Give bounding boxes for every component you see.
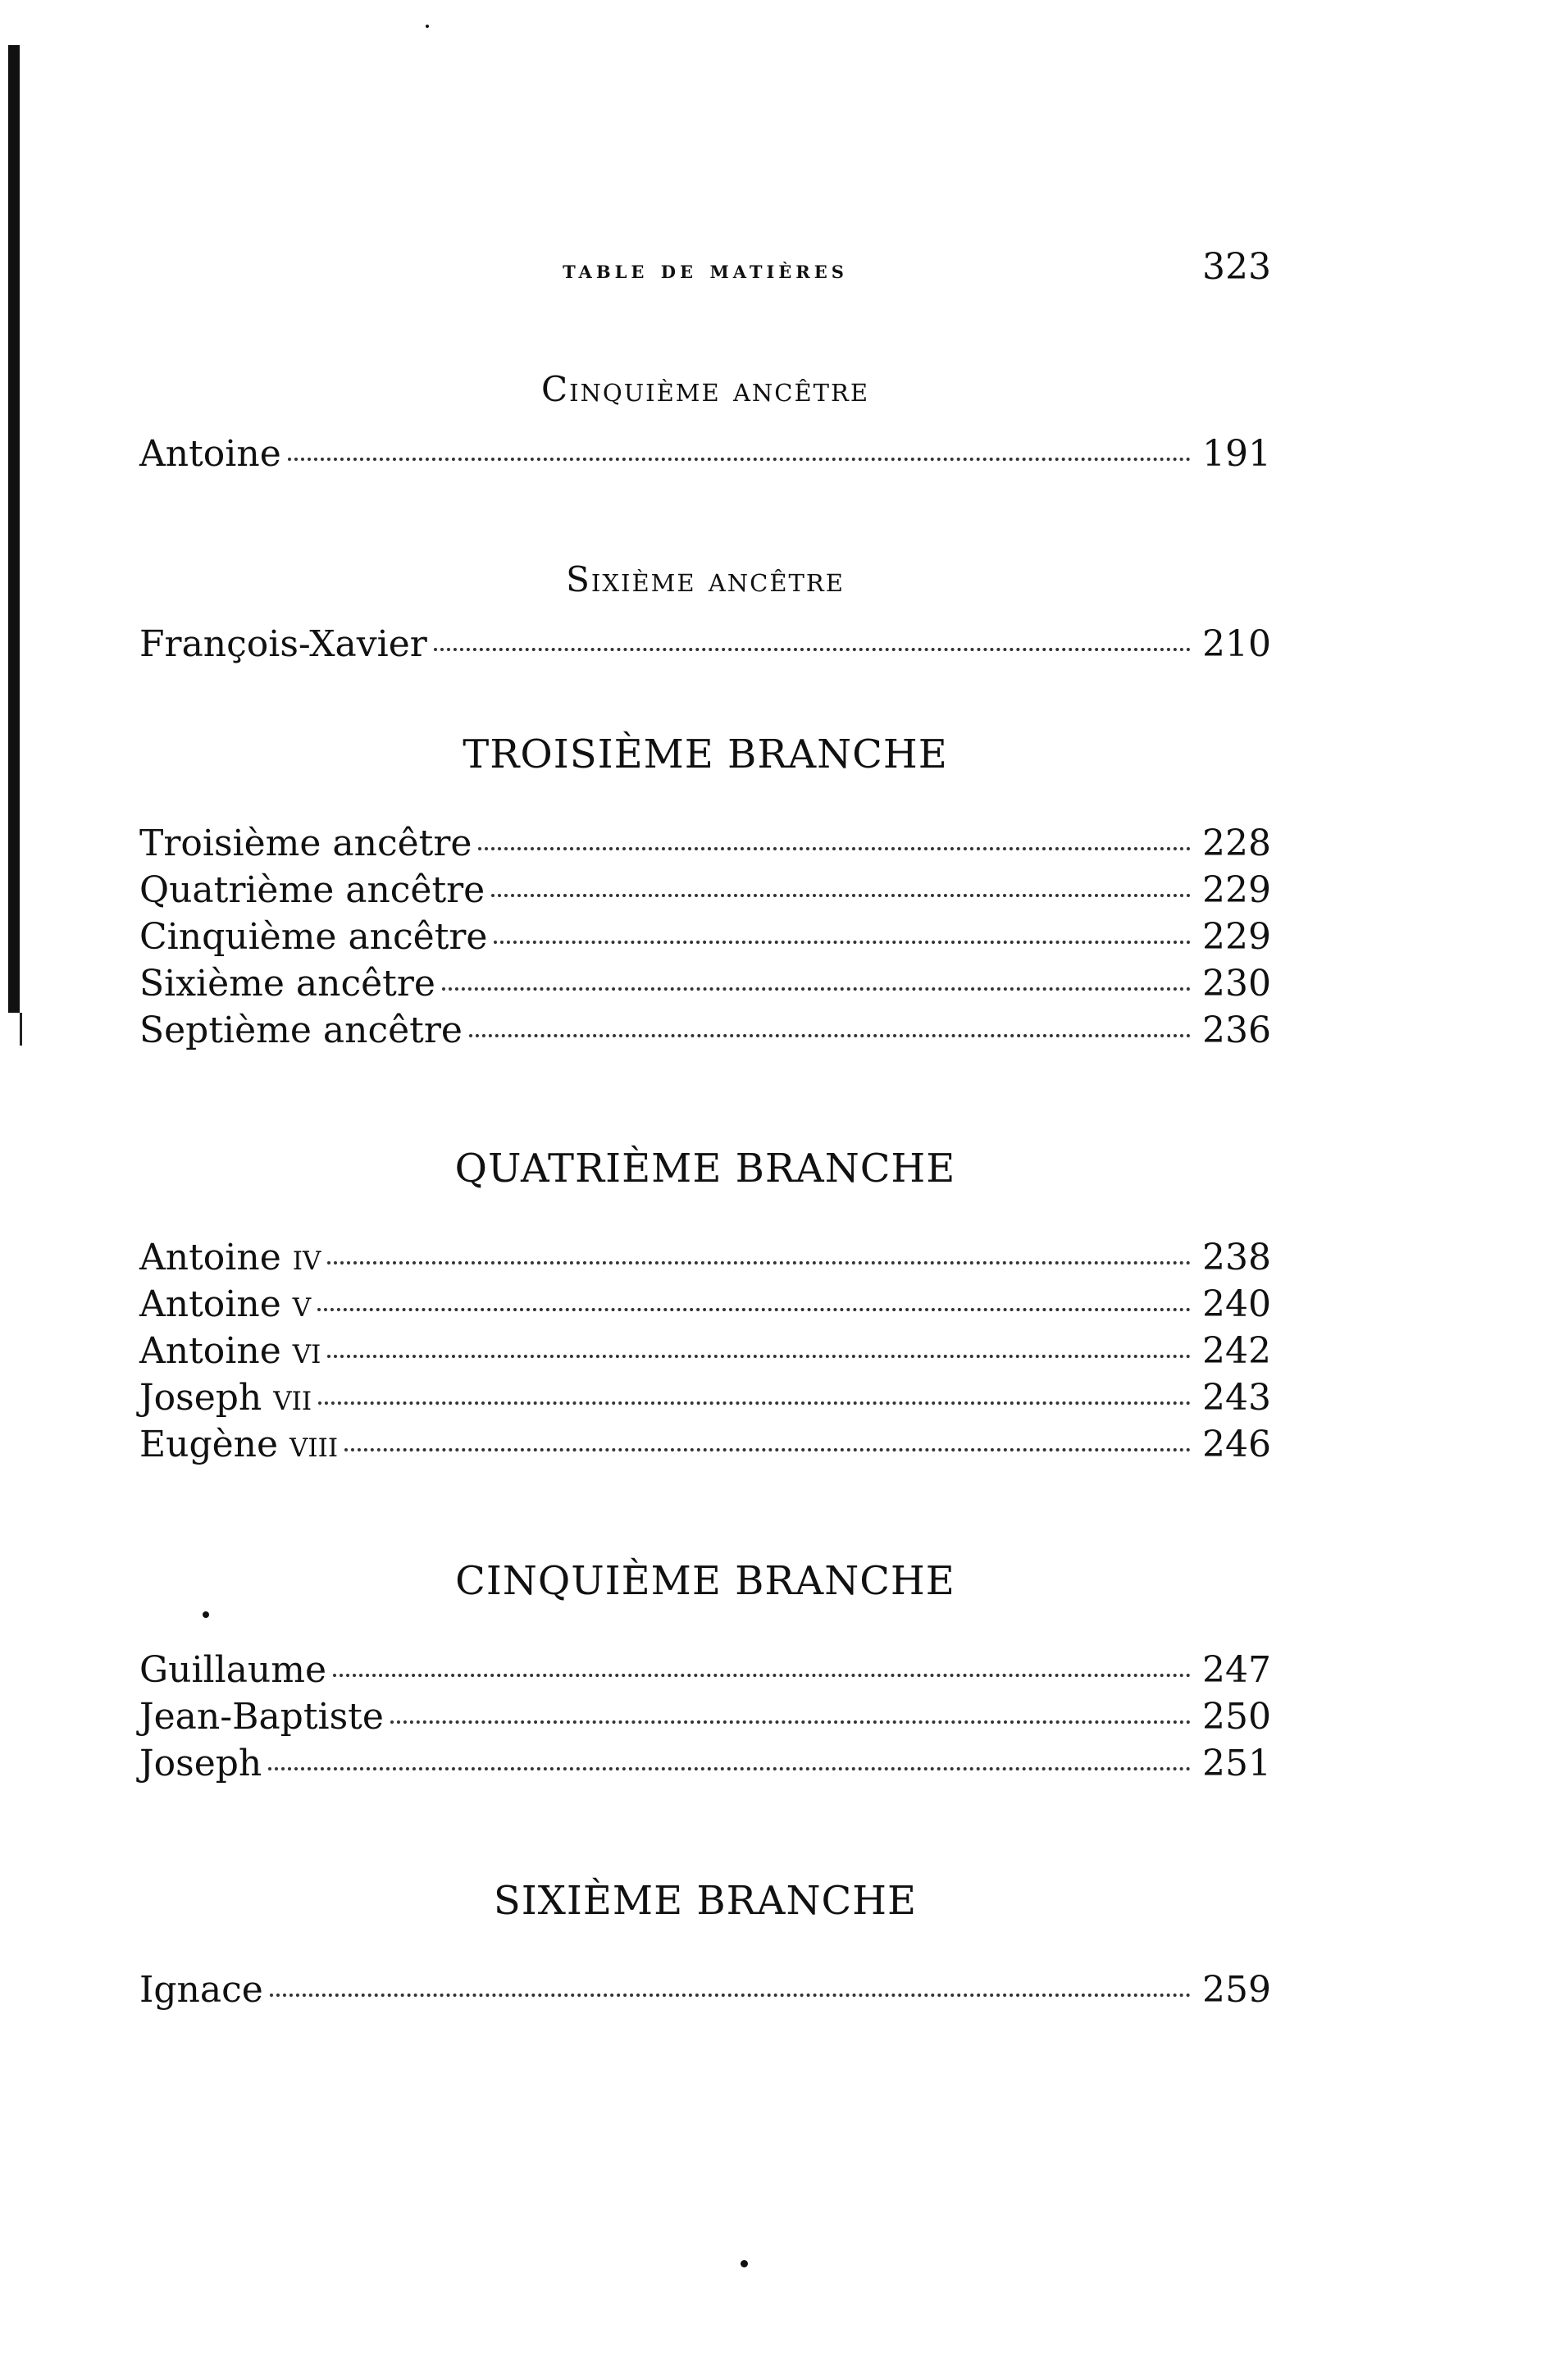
section-cinquieme-branche: [139, 1552, 1271, 1789]
dot-leader: [288, 458, 1191, 461]
toc-entry: [139, 1283, 1271, 1330]
dot-leader: [442, 987, 1191, 991]
entry-page: 238: [1202, 1237, 1271, 1278]
entry-page: 210: [1202, 623, 1271, 665]
scan-speck: [741, 2260, 748, 2267]
entry-name: Joseph vii: [139, 1377, 312, 1419]
entry-name: Troisième ancêtre: [139, 823, 472, 864]
running-head: [139, 246, 1271, 295]
entry-page: 243: [1202, 1377, 1271, 1419]
section-heading: Cinquième ancêtre: [540, 369, 870, 409]
entry-page: 242: [1202, 1330, 1271, 1372]
section-troisieme-branche: [139, 726, 1271, 1056]
entry-page: 229: [1202, 916, 1271, 958]
section-cinquieme-ancetre: [139, 361, 1271, 480]
dot-leader: [318, 1401, 1191, 1405]
entry-name: Guillaume: [139, 1649, 327, 1691]
dot-leader: [270, 1994, 1191, 1997]
section-heading: QUATRIÈME BRANCHE: [454, 1146, 956, 1192]
regnal-numeral: vii: [273, 1377, 312, 1419]
entry-page: 250: [1202, 1696, 1271, 1738]
entry-name: Antoine iv: [139, 1237, 321, 1278]
dot-leader: [478, 847, 1191, 850]
toc-entry: [139, 869, 1271, 916]
toc-entry: [139, 1009, 1271, 1056]
toc-entry: [139, 823, 1271, 869]
entry-name: Jean-Baptiste: [139, 1696, 384, 1738]
toc-entry: [139, 1377, 1271, 1424]
entry-name: Ignace: [139, 1969, 263, 2011]
toc-entry: [139, 963, 1271, 1009]
section-heading: SIXIÈME BRANCHE: [493, 1878, 918, 1924]
regnal-numeral: vi: [292, 1330, 321, 1372]
section-heading: Sixième ancêtre: [566, 559, 845, 599]
scan-speck: [426, 25, 429, 28]
entry-page: 240: [1202, 1283, 1271, 1325]
entry-page: 191: [1202, 433, 1271, 475]
dot-leader: [434, 648, 1191, 651]
dot-leader: [344, 1448, 1191, 1451]
binding-edge: [8, 45, 20, 1013]
entry-name: Antoine vi: [139, 1330, 321, 1372]
dot-leader: [491, 894, 1191, 897]
entry-name: Sixième ancêtre: [139, 963, 435, 1005]
toc-entry: [139, 1237, 1271, 1283]
toc-entry: [139, 1424, 1271, 1470]
regnal-numeral: v: [292, 1283, 312, 1325]
entry-page: 229: [1202, 869, 1271, 911]
entry-page: 246: [1202, 1424, 1271, 1465]
entry-name: Antoine v: [139, 1283, 312, 1325]
entry-page: 247: [1202, 1649, 1271, 1691]
entry-page: 228: [1202, 823, 1271, 864]
toc-entry: [139, 1743, 1271, 1789]
dot-leader: [333, 1674, 1191, 1677]
dot-leader: [469, 1034, 1191, 1037]
toc-entry: [139, 433, 1271, 480]
section-quatrieme-branche: [139, 1140, 1271, 1470]
entry-page: 259: [1202, 1969, 1271, 2011]
entry-name: Eugène viii: [139, 1424, 339, 1465]
dot-leader: [494, 941, 1191, 944]
entry-name: François-Xavier: [139, 623, 427, 665]
page-number: 323: [1202, 246, 1271, 288]
toc-entry: [139, 1969, 1271, 2016]
toc-entry: [139, 1649, 1271, 1696]
section-heading: CINQUIÈME BRANCHE: [455, 1558, 955, 1604]
toc-entry: [139, 916, 1271, 963]
entry-name: Cinquième ancêtre: [139, 916, 488, 958]
entry-name: Antoine: [139, 433, 281, 475]
dot-leader: [268, 1767, 1191, 1770]
entry-page: 236: [1202, 1009, 1271, 1051]
section-sixieme-ancetre: [139, 551, 1271, 670]
entry-name: Quatrième ancêtre: [139, 869, 485, 911]
entry-page: 251: [1202, 1743, 1271, 1784]
regnal-numeral: iv: [292, 1237, 321, 1278]
regnal-numeral: viii: [289, 1424, 339, 1465]
entry-name: Joseph: [139, 1743, 262, 1784]
toc-entry: [139, 623, 1271, 670]
scan-speck: [203, 1611, 209, 1618]
binding-mark: [20, 1013, 22, 1046]
dot-leader: [390, 1720, 1191, 1724]
toc-entry: [139, 1696, 1271, 1743]
entry-page: 230: [1202, 963, 1271, 1005]
running-title: table de matières: [563, 256, 848, 285]
section-heading: TROISIÈME BRANCHE: [463, 731, 948, 777]
dot-leader: [327, 1261, 1191, 1265]
entry-name: Septième ancêtre: [139, 1009, 463, 1051]
dot-leader: [317, 1308, 1191, 1311]
toc-entry: [139, 1330, 1271, 1377]
dot-leader: [327, 1355, 1191, 1358]
section-sixieme-branche: [139, 1872, 1271, 2016]
